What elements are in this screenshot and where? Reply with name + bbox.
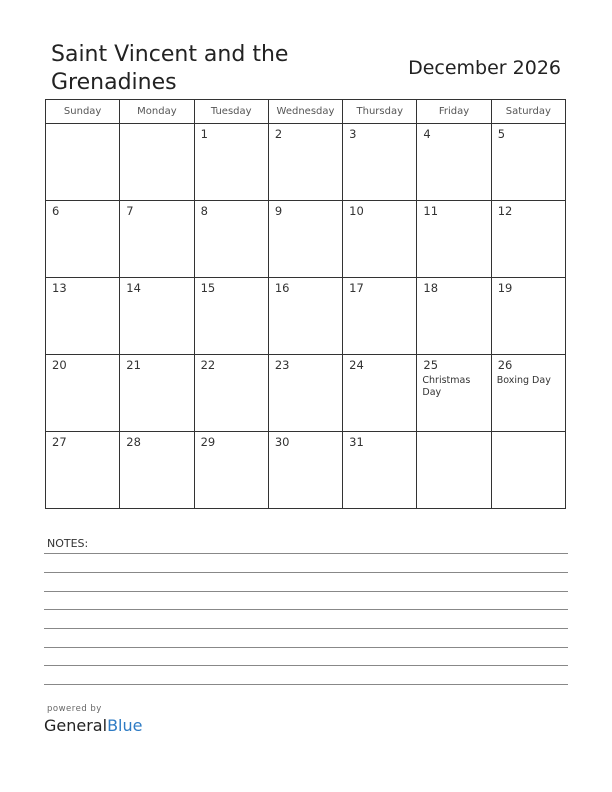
day-cell: [491, 355, 565, 432]
notes-label: NOTES:: [47, 537, 89, 550]
day-cell: [268, 201, 342, 278]
weekday-wednesday: Wednesday: [268, 100, 342, 124]
day-cell: [120, 201, 194, 278]
day-cell: [491, 124, 565, 201]
day-cell: [120, 355, 194, 432]
day-number: 9: [274, 204, 283, 218]
day-cell: [343, 124, 417, 201]
day-number: 28: [126, 435, 141, 449]
note-line: [44, 609, 568, 610]
day-cell: [268, 124, 342, 201]
day-number: 19: [497, 281, 513, 295]
day-number: 18: [423, 281, 439, 295]
day-cell: [194, 432, 268, 509]
day-number: 1: [200, 127, 208, 141]
calendar-grid: [45, 99, 566, 509]
day-cell: [194, 201, 268, 278]
day-number: 23: [274, 358, 290, 372]
day-number: 4: [423, 127, 431, 141]
note-line: [44, 684, 568, 685]
day-number: 16: [274, 281, 290, 295]
day-number: 6: [52, 204, 60, 218]
day-number: 27: [52, 435, 67, 449]
day-number: 30: [274, 435, 290, 449]
note-line: [44, 628, 568, 629]
note-line: [44, 591, 568, 592]
day-cell: [268, 432, 342, 509]
month-label: December 2026: [408, 57, 561, 79]
brand-logo: [44, 716, 142, 735]
day-number: 2: [274, 127, 283, 141]
holiday-label: Boxing Day: [496, 375, 551, 386]
day-cell: [46, 278, 120, 355]
day-cell: [46, 432, 120, 509]
day-cell: [417, 201, 491, 278]
day-cell: [120, 124, 194, 201]
weekday-thursday: Thursday: [343, 100, 417, 124]
day-cell: [417, 432, 491, 509]
day-cell: [343, 432, 417, 509]
day-number: 12: [497, 204, 513, 218]
day-cell: [491, 278, 565, 355]
brand-blue-text: Blue: [107, 716, 143, 735]
week-row: [46, 124, 566, 201]
day-cell: [417, 355, 491, 432]
day-cell: [120, 278, 194, 355]
day-number: 15: [200, 281, 216, 295]
calendar-body: [46, 124, 566, 509]
holiday-label: Christmas Day: [422, 375, 471, 398]
day-cell: [268, 355, 342, 432]
week-row: [46, 201, 566, 278]
day-cell: [194, 355, 268, 432]
day-number: 22: [200, 358, 216, 372]
day-number: 24: [349, 358, 364, 372]
calendar-title: Saint Vincent and the Grenadines: [51, 42, 289, 95]
weekday-sunday: Sunday: [46, 100, 120, 124]
day-cell: [46, 124, 120, 201]
day-cell: [46, 355, 120, 432]
note-line: [44, 665, 568, 666]
weekday-friday: Friday: [417, 100, 491, 124]
day-cell: [120, 432, 194, 509]
week-row: [46, 355, 566, 432]
day-number: 7: [126, 204, 134, 218]
day-number: 20: [52, 358, 67, 372]
day-cell: [491, 432, 565, 509]
day-cell: [46, 201, 120, 278]
brand-general-text: General: [44, 716, 108, 735]
week-row: [46, 278, 566, 355]
day-number: 8: [200, 204, 208, 218]
day-number: 14: [126, 281, 141, 295]
note-line: [44, 647, 568, 648]
day-number: 3: [349, 127, 357, 141]
day-number: 31: [349, 435, 364, 449]
note-line: [44, 553, 568, 554]
weekday-header-row: [46, 100, 566, 124]
day-cell: [343, 355, 417, 432]
day-number: 17: [349, 281, 364, 295]
week-row: [46, 432, 566, 509]
weekday-monday: Monday: [120, 100, 194, 124]
day-cell: [417, 124, 491, 201]
day-number: 26: [497, 358, 513, 372]
day-number: 25: [423, 358, 439, 372]
day-cell: [491, 201, 565, 278]
day-number: 5: [497, 127, 506, 141]
powered-by-text: powered by: [47, 704, 102, 714]
day-cell: [194, 278, 268, 355]
day-number: 11: [423, 204, 439, 218]
day-cell: [343, 201, 417, 278]
day-cell: [268, 278, 342, 355]
day-cell: [194, 124, 268, 201]
day-number: 13: [52, 281, 67, 295]
day-cell: [417, 278, 491, 355]
day-number: 10: [349, 204, 364, 218]
weekday-saturday: Saturday: [491, 100, 565, 124]
day-number: 29: [200, 435, 216, 449]
note-line: [44, 572, 568, 573]
day-cell: [343, 278, 417, 355]
weekday-tuesday: Tuesday: [194, 100, 268, 124]
day-number: 21: [126, 358, 141, 372]
